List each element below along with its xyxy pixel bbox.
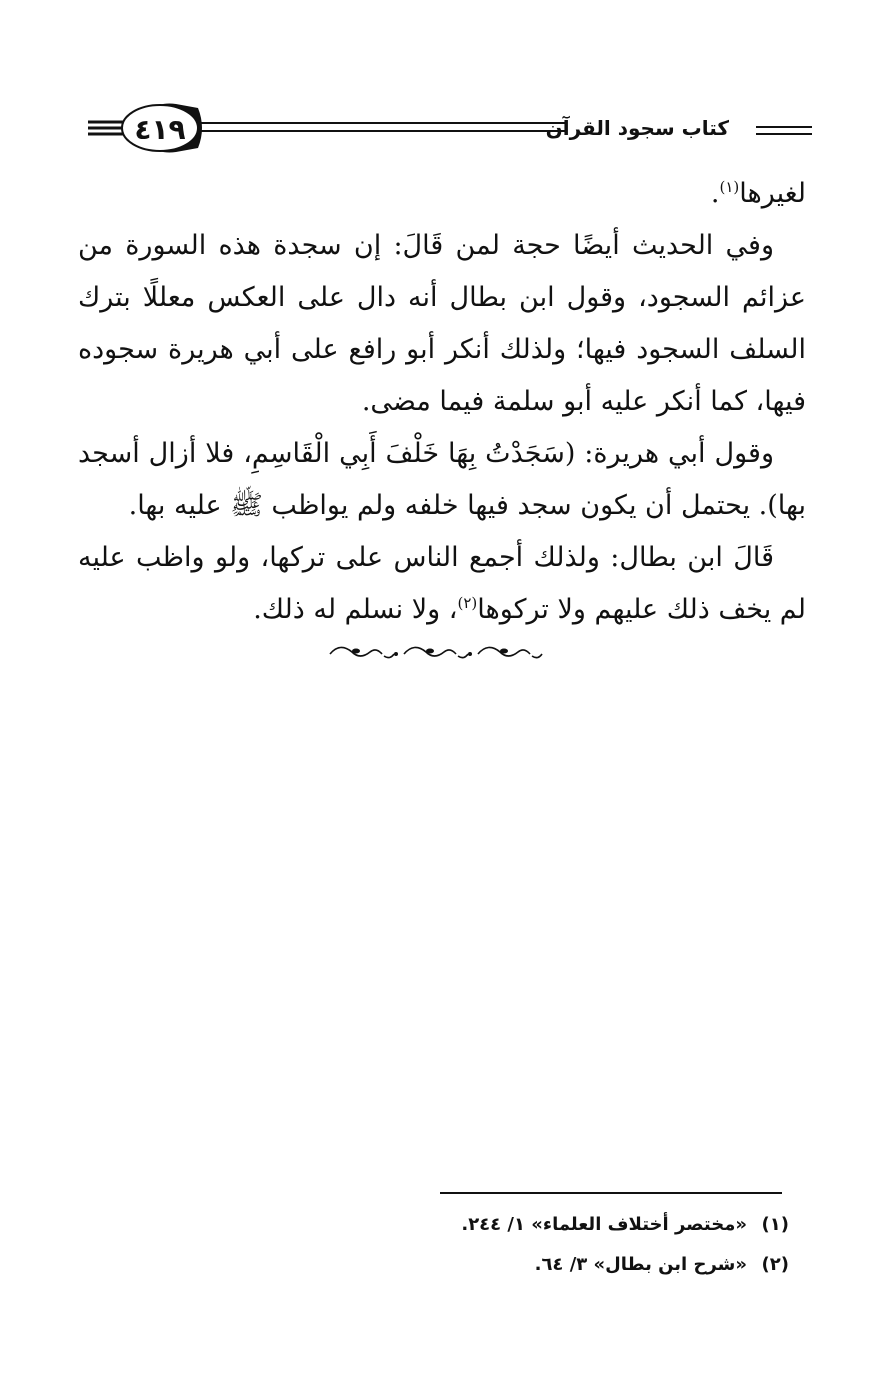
page-header xyxy=(0,0,879,170)
footnote-ref-1[interactable]: (١) xyxy=(719,178,740,196)
page-number: ٤١٩ xyxy=(134,112,186,146)
main-text xyxy=(78,168,806,636)
paragraph-1 xyxy=(78,168,806,220)
footnote-2-text: «شرح ابن بطال» ٣/ ٦٤. xyxy=(534,1254,747,1275)
section-divider-ornament xyxy=(326,642,552,666)
footnote-2 xyxy=(369,1245,789,1285)
paragraph-4-text: قَالَ ابن بطال: ولذلك أجمع الناس على تركها، ولو واظب عليه لم يخف ذلك عليهم ولا تركوها xyxy=(78,542,806,625)
footnote-separator xyxy=(440,1192,782,1194)
footnotes xyxy=(369,1205,789,1285)
paragraph-4-tail: ، ولا نسلم له ذلك. xyxy=(253,594,458,625)
running-title: كتاب سجود القرآن xyxy=(545,116,729,140)
paragraph-2: وفي الحديث أيضًا حجة لمن قَالَ: إن سجدة هذه السورة من عزائم السجود، وقول ابن بطال أنه دال على العكس معللًا بترك السلف السجود فيها؛ ولذلك أنكر أبو رافع على أبي هريرة سجوده فيها، كما أنكر عليه أبو سلمة فيما مضى. xyxy=(78,230,806,417)
footnote-2-number: (٢) xyxy=(761,1254,789,1275)
paragraph-1-tail: . xyxy=(710,178,720,209)
paragraph-1-text: لغيرها xyxy=(739,178,806,209)
footnote-1-number: (١) xyxy=(761,1214,789,1235)
paragraph-3: وقول أبي هريرة: (سَجَدْتُ بِهَا خَلْفَ أَبِي الْقَاسِمِ، فلا أزال أسجد بها). يحتمل أن يكون سجد فيها خلفه ولم يواظب ﷺ عليه بها. xyxy=(78,438,806,521)
footnote-1 xyxy=(369,1205,789,1245)
footnote-1-text: «مختصر أختلاف العلماء» ١/ ٢٤٤. xyxy=(461,1214,747,1235)
footnote-ref-2[interactable]: (٢) xyxy=(457,594,478,612)
paragraph-4 xyxy=(78,532,806,636)
